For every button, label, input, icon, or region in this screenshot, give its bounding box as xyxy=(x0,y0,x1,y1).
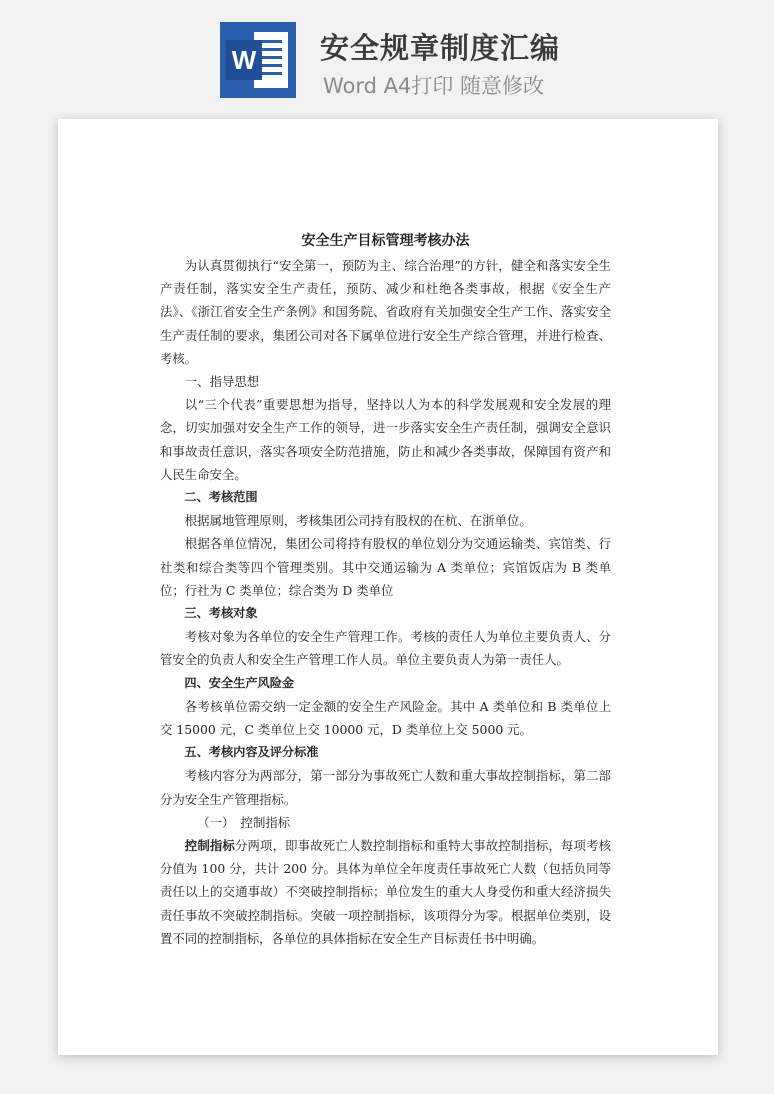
section-2-paragraph-2: 根据各单位情况，集团公司将持有股权的单位划分为交通运输类、宾馆类、行社类和综合类等四个管理类别。其中交通运输为 A 类单位；宾馆饭店为 B 类单位；行社为 C 类单位；综合类为 D 类单位 xyxy=(160,536,611,598)
intro-paragraph: 为认真贯彻执行“安全第一，预防为主、综合治理”的方针，健全和落实安全生产责任制，落实安全生产责任，预防、减少和杜绝各类事故，根据《安全生产法》、《浙江省安全生产条例》和国务院、省政府有关加强安全生产工作、落实安全生产责任制的要求，集团公司对各下属单位进行安全生产综合管理，并进行检查、考核。 xyxy=(160,258,611,366)
section-heading-1: 一、指导思想 xyxy=(184,374,260,390)
section-heading-4: 四、安全生产风险金 xyxy=(184,675,295,690)
subsection-1-text: 分两项，即事故死亡人数控制指标和重特大事故控制指标，每项考核分值为 100 分，共计 200 分。具体为单位全年度责任事故死亡人数（包括负同等责任以上的交通事故）不突破控制指标；单位发生的重大人身受伤和重大经济损失责任事故不突破控制指标。突破一项控制指标，该项得分为零。根据单位类别，设置不同的控制指标，各单位的具体指标在安全生产目标责任书中明确。 xyxy=(160,838,612,946)
section-4-paragraph: 各考核单位需交纳一定金额的安全生产风险金。其中 A 类单位和 B 类单位上交 15000 元，C 类单位上交 10000 元，D 类单位上交 5000 元。 xyxy=(160,698,611,738)
document-body xyxy=(160,229,611,950)
header-banner xyxy=(0,0,774,118)
section-3-paragraph: 考核对象为各单位的安全生产管理工作。考核的责任人为单位主要负责人、分管安全的负责人和安全生产管理工作人员。单位主要负责人为第一责任人。 xyxy=(160,629,611,668)
section-heading-5: 五、考核内容及评分标准 xyxy=(184,745,319,760)
section-2-paragraph-1: 根据属地管理原则，考核集团公司持有股权的在杭、在浙单位。 xyxy=(184,513,532,529)
section-heading-2: 二、考核范围 xyxy=(184,490,258,505)
section-heading-3: 三、考核对象 xyxy=(184,606,258,621)
subsection-heading-1: （一） 控制指标 xyxy=(197,814,291,830)
word-document-icon xyxy=(220,22,296,98)
subsection-1-lead: 控制指标 xyxy=(184,838,235,854)
subsection-1-paragraph xyxy=(160,834,611,950)
document-page xyxy=(58,119,718,1055)
page-title: 安全规章制度汇编 xyxy=(320,31,561,65)
page-subtitle: Word A4打印 随意修改 xyxy=(323,74,545,98)
section-1-paragraph: 以“三个代表”重要思想为指导，坚持以人为本的科学发展观和安全发展的理念，切实加强对安全生产工作的领导，进一步落实安全生产责任制，强调安全意识和事故责任意识，落实各项安全防范措施，防止和减少各类事故，保障国有资产和人民生命安全。 xyxy=(160,397,611,482)
section-5-paragraph: 考核内容分为两部分，第一部分为事故死亡人数和重大事故控制指标，第二部分为安全生产管理指标。 xyxy=(160,768,611,807)
svg-text:W: W xyxy=(231,45,257,75)
document-title: 安全生产目标管理考核办法 xyxy=(301,233,470,249)
